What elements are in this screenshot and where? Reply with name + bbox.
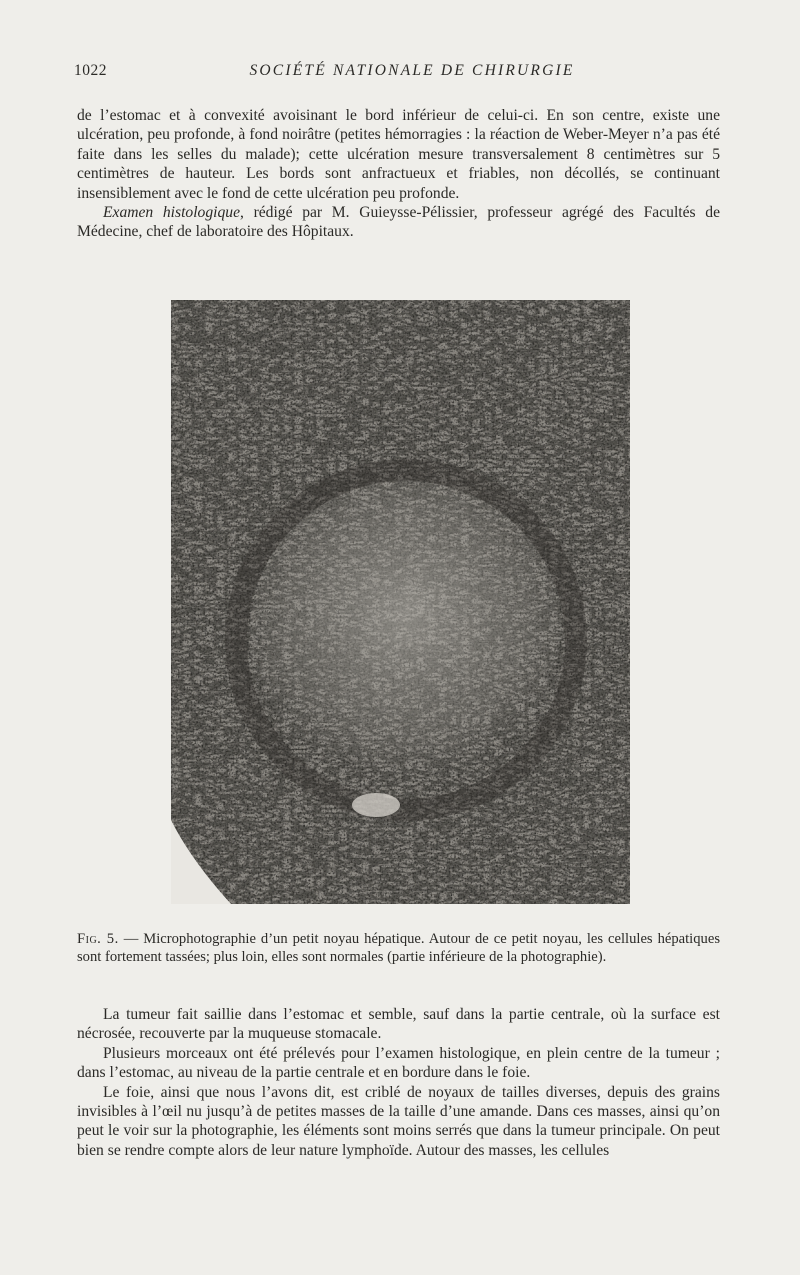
italic-heading: Examen histologique	[103, 204, 240, 222]
paragraph: Le foie, ainsi que nous l’avons dit, est criblé de noyaux de tailles diverses, depuis des grains invisibles à l’œil nu jusqu’à de petites masses de la taille d’une amande. Dans ces masses, ainsi qu’on peut le voir sur la photographie, les éléments sont moins serrés que dans la tumeur principale. On peut bien se rendre compte alors de leur nature lymphoïde. Autour des masses, les cellules	[77, 1083, 720, 1159]
paragraph: La tumeur fait saillie dans l’estomac et semble, sauf dans la partie centrale, où la surface est nécrosée, recouverte par la muqueuse stomacale.	[77, 1006, 720, 1043]
micrograph-image	[171, 300, 630, 904]
page-number: 1022	[74, 62, 107, 79]
figure-label: Fig. 5.	[77, 931, 119, 947]
running-title: SOCIÉTÉ NATIONALE DE CHIRURGIE	[249, 62, 575, 79]
paragraph-text: , rédigé par M. Guieysse-Pélissier, professeur agrégé des Facultés de Médecine, chef de laboratoire des Hôpitaux.	[77, 204, 720, 241]
micrograph-figure	[171, 300, 630, 904]
figure-caption	[77, 930, 720, 966]
caption-text: — Microphotographie d’un petit noyau hépatique. Autour de ce petit noyau, les cellules hépatiques sont fortement tassées; plus loin, elles sont normales (partie inférieure de la photographie).	[77, 931, 720, 966]
paragraph	[77, 203, 720, 242]
body-text-bottom	[77, 1005, 720, 1160]
paragraph: Plusieurs morceaux ont été prélevés pour l’examen histologique, en plein centre de la tumeur ; dans l’estomac, au niveau de la partie centrale et en bordure dans le foie.	[77, 1044, 720, 1082]
body-text-top	[77, 106, 720, 242]
page-header	[74, 62, 720, 84]
paragraph: de l’estomac et à convexité avoisinant le bord inférieur de celui-ci. En son centre, existe une ulcération, peu profonde, à fond noirâtre (petites hémorragies : la réaction de Weber-Meyer n’a pas été faite dans les selles du malade); cette ulcération mesure transversalement 8 centimètres sur 5 centimètres de hauteur. Les bords sont anfractueux et friables, non décollés, se continuant insensiblement avec le fond de cette ulcération peu profonde.	[77, 107, 720, 202]
